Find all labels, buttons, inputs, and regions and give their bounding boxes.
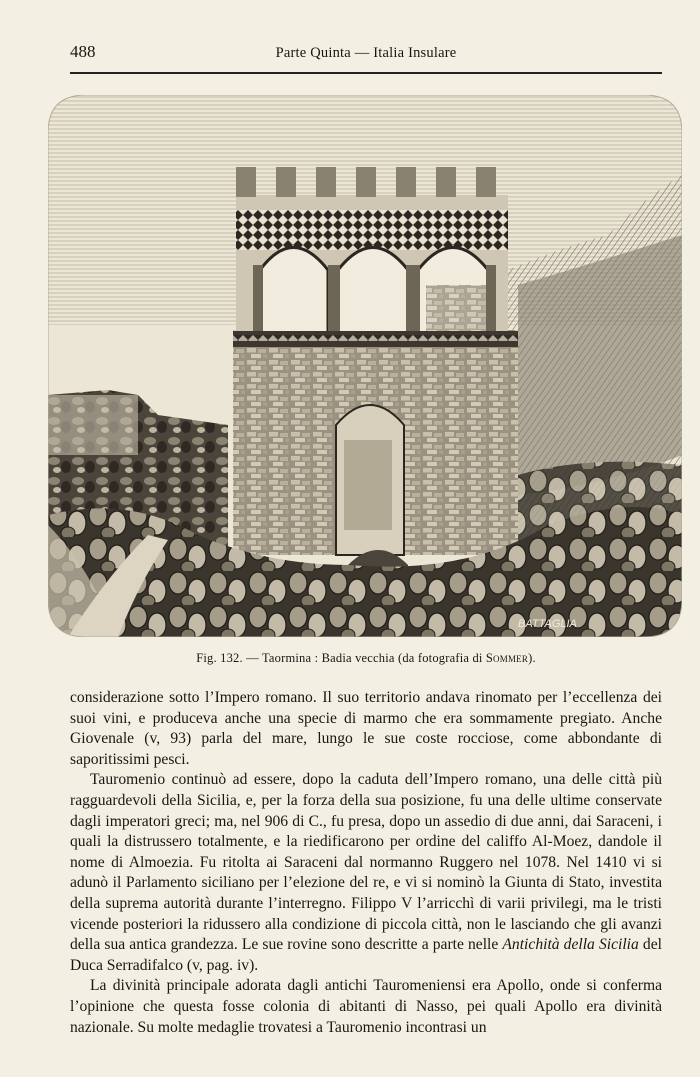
paragraph-1: considerazione sotto l’Impero romano. Il suo territorio andava rinomato per l’eccellenza dei suoi vini, e produceva anche una specie di marmo che era sommamente pregiato. Anche Giovenale (v, 93) parla del mare, lungo le sue coste rocciose, come abbondante di saporitissimi pesci. [70, 689, 662, 768]
paragraph-2-end: del Duca Serradifalco (v, pag. iv). [70, 936, 662, 974]
caption-end: ). [528, 651, 536, 665]
caption-photographer: Sommer [485, 651, 529, 665]
running-title: Parte Quinta — Italia Insulare [275, 45, 457, 61]
running-head [70, 42, 662, 68]
paragraph-2 [70, 770, 662, 976]
header-rule [70, 72, 662, 74]
figure-engraving [48, 95, 682, 637]
paragraph-2-text: Tauromenio continuò ad essere, dopo la caduta dell’Impero romano, una delle città più ragguardevoli della Sicilia, e, per la forza della sua posizione, fu una delle ultime conservate dagli imperatori greci; ma, nel 906 di C., fu presa, dopo un assedio di due anni, dai Saraceni, i quali la distrussero totalmente, e la riedificarono per ordine del califfo Al-Moez, dandole il nome di Almoezia. Fu ritolta ai Saraceni dal normanno Ruggero nel 1078. Nel 1410 vi si adunò il Parlamento siciliano per l’elezione del re, e vi si nominò la Giunta di Stato, investita della suprema autorità durante l’interregno. Filippo V l’arricchì di varii privilegi, ma le tristi vicende posteriori la ridussero alla condizione di piccola città, non le lasciando che gli avanzi della sua antica grandezza. Le sue rovine sono descritte a parte nelle [70, 771, 662, 954]
engraver-signature: BATTAGLIA [518, 618, 577, 630]
caption-text: Fig. 132. — Taormina : Badia vecchia (da fotografia di [196, 651, 483, 665]
paragraph-3: La divinità principale adorata dagli antichi Tauromeniensi era Apollo, onde si conferma l’opinione che questa fosse colonia di abitanti di Nasso, pei quali Apollo era divinità nazionale. Su molte medaglie trovatesi a Tauromenio incontrasi un [70, 977, 662, 1036]
engraving-ruined-tower-illustration [48, 95, 682, 637]
figure-caption [70, 651, 662, 666]
page-number: 488 [70, 42, 96, 61]
paragraph-2-italic-title: Antichità della Sicilia [502, 936, 639, 954]
body-text [70, 688, 662, 1038]
